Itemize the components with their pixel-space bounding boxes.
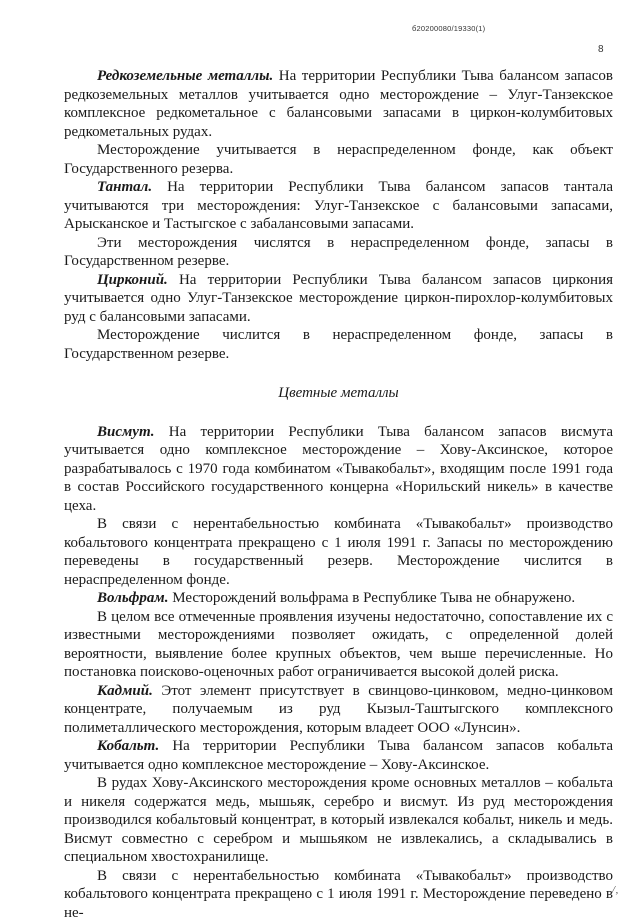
paragraph: [64, 234, 613, 271]
section-heading: Цветные металлы: [64, 384, 613, 403]
paragraph-text: В целом все отмеченные проявления изучены недостаточно, сопоставление их с известными месторождениями позволяет ожидать, с определенной долей вероятности, выявление более крупных объектов, чем выше перечисленные. Но постановка поисково-оценочных работ ограничивается высокой долей риска.: [64, 609, 613, 681]
paragraph: [64, 141, 613, 178]
page-number: 8: [598, 44, 604, 55]
term-heading: Редкоземельные металлы.: [97, 68, 273, 84]
paragraph: [64, 774, 613, 867]
paragraph-text: На территории Республики Тыва балансом запасов циркония учитывается одно Улуг-Танзекское месторождение циркон-пирохлор-колумбитовых руд с балансовыми запасами.: [64, 272, 613, 325]
paragraph-text: На территории Республики Тыва балансом запасов кобальта учитывается одно комплексное месторождение – Хову-Аксинское.: [64, 738, 613, 773]
paragraph: [64, 326, 613, 363]
term-heading: Вольфрам.: [97, 590, 168, 606]
paragraph-text: На территории Республики Тыва балансом запасов тантала учитываются три месторождения: Улуг-Танзекское с балансовыми запасами, Арысканское и Тастыгское с забалансовыми запасами.: [64, 179, 613, 232]
term-heading: Кобальт.: [97, 738, 159, 754]
corner-mark: /‚: [612, 884, 619, 896]
paragraph: [64, 682, 613, 738]
paragraph: [64, 867, 613, 922]
section-rare-metals: [64, 67, 613, 363]
term-heading: Цирконий.: [97, 272, 168, 288]
paragraph: [64, 515, 613, 589]
paragraph: [64, 423, 613, 516]
paragraph-text: Этот элемент присутствует в свинцово-цинковом, медно-цинковом концентрате, получаемым из руд Кызыл-Таштыгского комплексного полиметаллического месторождения, которым владеет ООО «Лунсин».: [64, 683, 613, 736]
term-heading: Кадмий.: [97, 683, 153, 699]
paragraph: [64, 178, 613, 234]
paragraph-text: В связи с нерентабельностью комбината «Тывакобальт» производство кобальтового концентрата прекращено с 1 июля 1991 г. Запасы по месторождению переведены в государственный резерв. Месторождение числится в нераспределенном фонде.: [64, 516, 613, 588]
paragraph-text: Месторождений вольфрама в Республике Тыва не обнаружено.: [168, 590, 575, 606]
paragraph-text: На территории Республики Тыва балансом запасов редкоземельных металлов учитывается одно месторождение – Улуг-Танзекское комплексное редкометальное с балансовыми запасами в циркон-колумбитовых редкометальных рудах.: [64, 68, 613, 140]
term-heading: Тантал.: [97, 179, 152, 195]
paragraph: [64, 67, 613, 141]
paragraph-text: На территории Республики Тыва балансом запасов висмута учитывается одно комплексное месторождение – Хову-Аксинское, которое разрабатывалось с 1970 года комбинатом «Тывакобальт», входящим после 1991 года в состав Российского государственного концерна «Норильский никель» в качестве цеха.: [64, 424, 613, 514]
paragraph-text: Эти месторождения числятся в нераспределенном фонде, запасы в Государственном резерве.: [64, 235, 613, 270]
document-code: б20200080/19330(1): [412, 24, 485, 33]
paragraph-text: В связи с нерентабельностью комбината «Тывакобальт» производство кобальтового концентрата прекращено с 1 июля 1991 г. Месторождение переведено в не-: [64, 868, 613, 921]
paragraph-text: Месторождение учитывается в нераспределенном фонде, как объект Государственного резерва.: [64, 142, 613, 177]
paragraph: [64, 589, 613, 608]
paragraph: [64, 608, 613, 682]
section-nonferrous-metals: [64, 423, 613, 922]
paragraph-text: В рудах Хову-Аксинского месторождения кроме основных металлов – кобальта и никеля содержатся медь, мышьяк, серебро и висмут. Из руд месторождения производился кобальтовый концентрат, в который извлекался кобальт, никель и медь. Висмут совместно с серебром и мышьяком не извлекались, а складывались в специальном хвостохранилище.: [64, 775, 613, 865]
paragraph-text: Месторождение числится в нераспределенном фонде, запасы в Государственном резерве.: [64, 327, 613, 362]
paragraph: [64, 737, 613, 774]
term-heading: Висмут.: [97, 424, 155, 440]
paragraph: [64, 271, 613, 327]
document-body: [64, 67, 613, 922]
